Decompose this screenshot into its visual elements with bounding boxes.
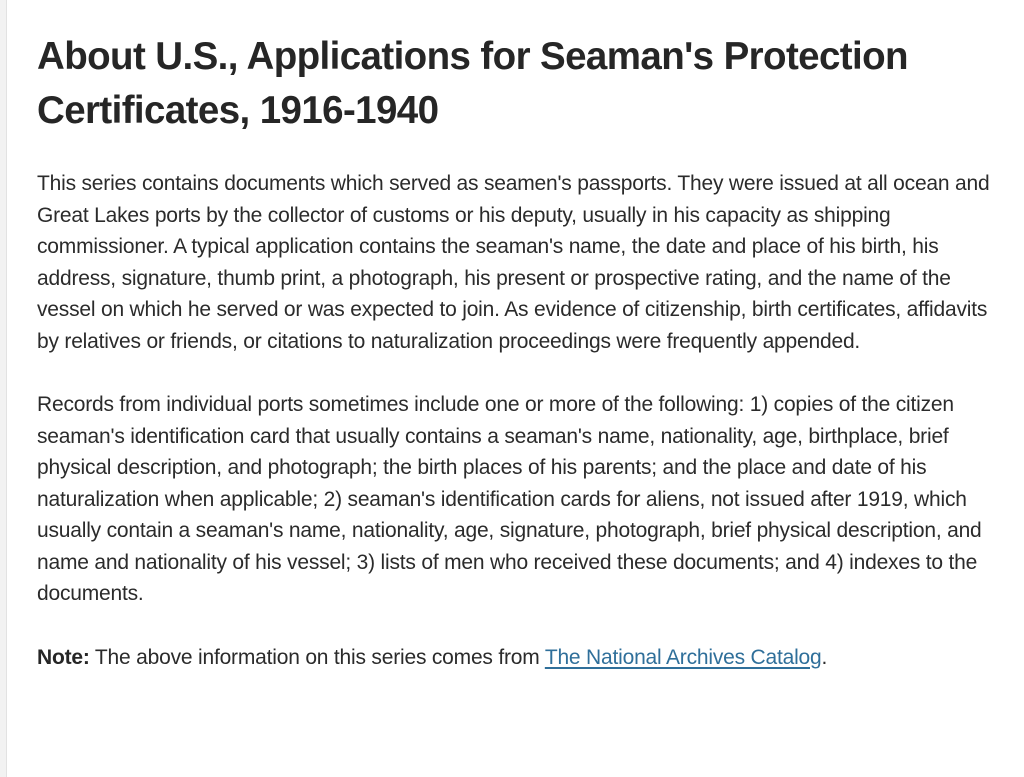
source-note xyxy=(37,642,1012,674)
note-label: Note: xyxy=(37,645,90,669)
info-panel xyxy=(6,0,1024,777)
description-paragraph-1: This series contains documents which served as seamen's passports. They were issued at all ocean and Great Lakes ports by the collector of customs or his deputy, usually in his capacity as shipping commissioner. A typical application contains the seaman's name, the date and place of his birth, his address, signature, thumb print, a photograph, his present or prospective rating, and the name of the vessel on which he served or was expected to join. As evidence of citizenship, birth certificates, affidavits by relatives or friends, or citations to naturalization proceedings were frequently appended. xyxy=(37,172,990,353)
national-archives-catalog-link[interactable]: The National Archives Catalog xyxy=(544,645,822,669)
description-paragraph-2: Records from individual ports sometimes include one or more of the following: 1) copies of the citizen seaman's identification card that usually contains a seaman's name, nationality, age, birthplace, brief physical description, and photograph; the birth places of his parents; and the place and date of his naturalization when applicable; 2) seaman's identification cards for aliens, not issued after 1919, which usually contain a seaman's name, nationality, age, signature, photograph, brief physical description, and name and nationality of his vessel; 3) lists of men who received these documents; and 4) indexes to the documents. xyxy=(37,393,982,605)
page-title: About U.S., Applications for Seaman's Protection Certificates, 1916-1940 xyxy=(37,35,908,132)
note-text: The above information on this series comes from xyxy=(89,645,545,669)
note-end: . xyxy=(821,645,828,669)
article-content xyxy=(37,30,1012,673)
